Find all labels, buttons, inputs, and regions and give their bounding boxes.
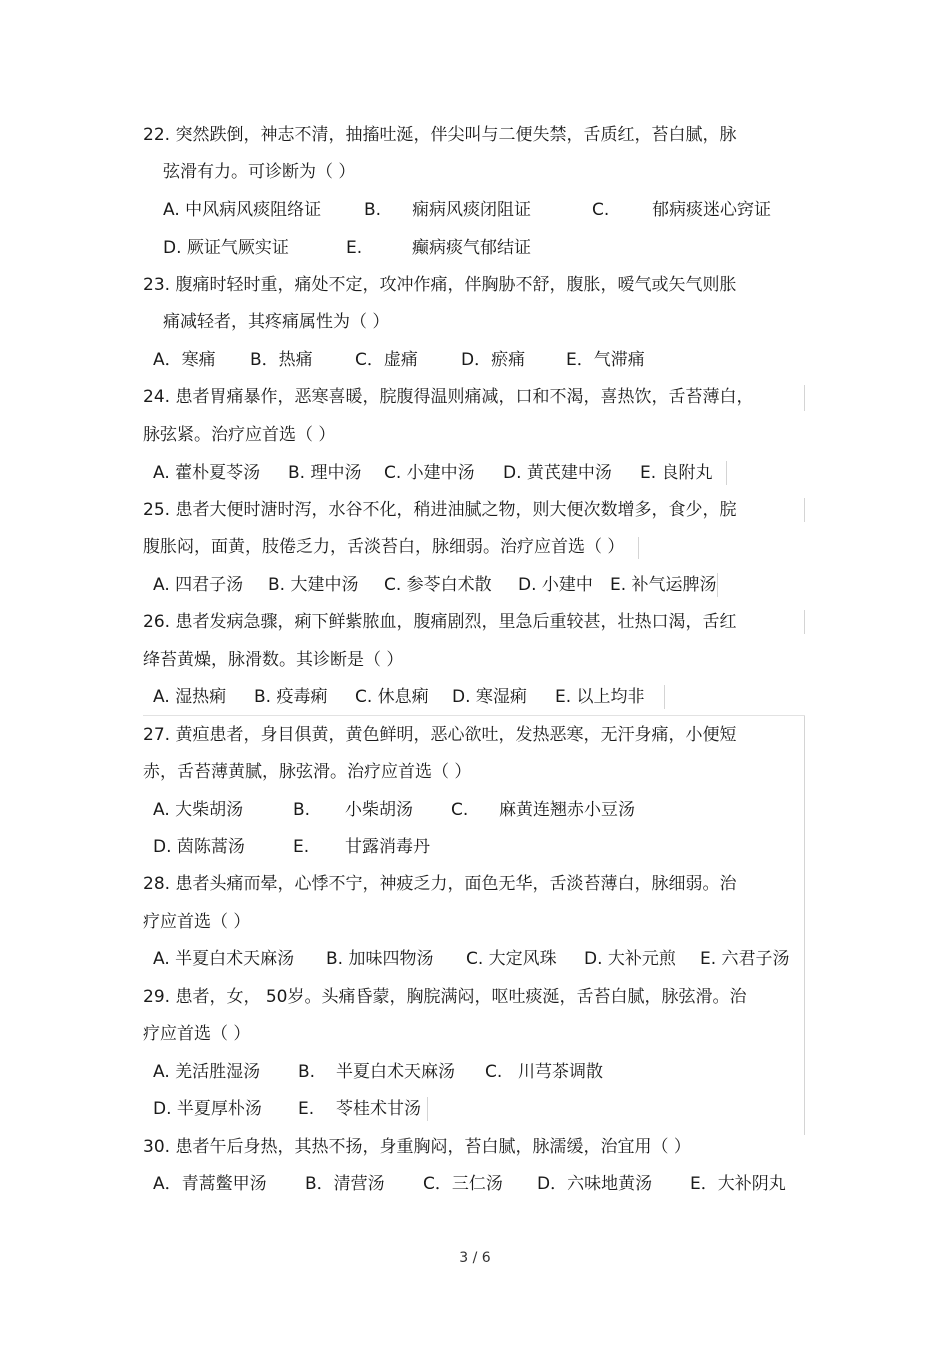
option-29-b-letter[interactable]: B. <box>298 1062 316 1082</box>
option-27-b-letter[interactable]: B. <box>293 800 311 820</box>
option-23-e[interactable]: E．气滞痛 <box>566 350 645 370</box>
question-23-line-2: 痛减轻者，其疼痛属性为（ ） <box>163 312 390 332</box>
option-27-e[interactable]: 甘露消毒丹 <box>345 837 430 857</box>
question-26-line-1: 26. 患者发病急骤，痢下鲜紫脓血，腹痛剧烈，里急后重较甚，壮热口渴，舌红 <box>143 612 737 632</box>
option-25-a[interactable]: A. 四君子汤 <box>153 575 244 595</box>
option-24-d[interactable]: D. 黄芪建中汤 <box>503 463 612 483</box>
question-26-line-2: 绛苔黄燥，脉滑数。其诊断是（ ） <box>143 650 404 670</box>
option-22-c[interactable]: 郁病痰迷心窍证 <box>652 200 771 220</box>
option-22-d[interactable]: D. 厥证气厥实证 <box>163 238 289 258</box>
option-28-e[interactable]: E. 六君子汤 <box>700 949 790 969</box>
question-22-line-2: 弦滑有力。可诊断为（ ） <box>163 162 356 182</box>
question-24-line-2: 脉弦紧。治疗应首选（ ） <box>143 425 336 445</box>
scan-rule <box>638 537 639 559</box>
option-22-a[interactable]: A. 中风病风痰阻络证 <box>163 200 322 220</box>
option-29-a[interactable]: A. 羌活胜湿汤 <box>153 1062 261 1082</box>
option-30-c[interactable]: C．三仁汤 <box>423 1174 503 1194</box>
option-25-b[interactable]: B. 大建中汤 <box>268 575 359 595</box>
option-22-e-letter[interactable]: E. <box>346 238 363 258</box>
scan-rule <box>804 385 805 411</box>
option-22-b[interactable]: 痫病风痰闭阻证 <box>412 200 531 220</box>
option-28-c[interactable]: C. 大定风珠 <box>466 949 557 969</box>
scan-rule <box>804 498 805 522</box>
option-25-d[interactable]: D. 小建中 <box>518 575 593 595</box>
question-27-line-1: 27. 黄疸患者，身目俱黄，黄色鲜明，恶心欲吐，发热恶寒，无汗身痛，小便短 <box>143 725 737 745</box>
option-29-c-letter[interactable]: C. <box>485 1062 503 1082</box>
option-29-b[interactable]: 半夏白术天麻汤 <box>336 1062 455 1082</box>
option-27-d[interactable]: D. 茵陈蒿汤 <box>153 837 245 857</box>
option-23-a[interactable]: A．寒痛 <box>153 350 216 370</box>
scan-rule <box>726 461 727 485</box>
option-27-b[interactable]: 小柴胡汤 <box>345 800 413 820</box>
option-27-c-letter[interactable]: C. <box>451 800 469 820</box>
option-26-e[interactable]: E. 以上均非 <box>555 687 645 707</box>
question-25-line-1: 25. 患者大便时溏时泻，水谷不化，稍进油腻之物，则大便次数增多，食少，脘 <box>143 500 737 520</box>
option-24-b[interactable]: B. 理中汤 <box>288 463 362 483</box>
option-26-b[interactable]: B. 疫毒痢 <box>254 687 328 707</box>
option-26-c[interactable]: C. 休息痢 <box>355 687 429 707</box>
option-29-d[interactable]: D. 半夏厚朴汤 <box>153 1099 262 1119</box>
option-26-a[interactable]: A. 湿热痢 <box>153 687 227 707</box>
option-27-a[interactable]: A. 大柴胡汤 <box>153 800 244 820</box>
option-25-e[interactable]: E. 补气运脾汤 <box>610 575 717 595</box>
option-30-e[interactable]: E．大补阴丸 <box>690 1174 786 1194</box>
option-23-b[interactable]: B．热痛 <box>250 350 313 370</box>
scan-rule <box>664 685 665 709</box>
option-24-a[interactable]: A. 藿朴夏苓汤 <box>153 463 261 483</box>
option-28-a[interactable]: A. 半夏白术天麻汤 <box>153 949 295 969</box>
question-25-line-2: 腹胀闷，面黄，肢倦乏力，舌淡苔白，脉细弱。治疗应首选（ ） <box>143 537 625 557</box>
page-number: 3 / 6 <box>459 1250 491 1266</box>
question-30-line-1: 30. 患者午后身热，其热不扬，身重胸闷，苔白腻，脉濡缓，治宜用（ ） <box>143 1137 691 1157</box>
option-28-b[interactable]: B. 加味四物汤 <box>326 949 434 969</box>
option-27-c[interactable]: 麻黄连翘赤小豆汤 <box>499 800 635 820</box>
question-29-line-2: 疗应首选（ ） <box>143 1024 251 1044</box>
option-29-e-letter[interactable]: E. <box>298 1099 315 1119</box>
option-30-a[interactable]: A．青蒿鳖甲汤 <box>153 1174 267 1194</box>
scan-rule <box>143 715 805 716</box>
scan-rule <box>427 1097 428 1121</box>
scan-rule <box>804 715 805 1135</box>
scan-rule <box>804 610 805 634</box>
option-29-c[interactable]: 川芎茶调散 <box>518 1062 603 1082</box>
question-24-line-1: 24. 患者胃痛暴作，恶寒喜暖，脘腹得温则痛减，口和不渴，喜热饮，舌苔薄白， <box>143 387 754 407</box>
question-28-line-1: 28. 患者头痛而晕，心悸不宁，神疲乏力，面色无华，舌淡苔薄白，脉细弱。治 <box>143 874 737 894</box>
option-22-e[interactable]: 癫病痰气郁结证 <box>412 238 531 258</box>
option-29-e[interactable]: 苓桂术甘汤 <box>336 1099 421 1119</box>
option-25-c[interactable]: C. 参苓白术散 <box>384 575 492 595</box>
option-30-d[interactable]: D．六味地黄汤 <box>537 1174 653 1194</box>
scan-rule <box>717 573 718 597</box>
option-22-c-letter[interactable]: C. <box>592 200 610 220</box>
option-24-e[interactable]: E. 良附丸 <box>640 463 713 483</box>
question-27-line-2: 赤，舌苔薄黄腻，脉弦滑。治疗应首选（ ） <box>143 762 472 782</box>
question-22-line-1: 22. 突然跌倒，神志不清，抽搐吐涎，伴尖叫与二便失禁，舌质红，苔白腻，脉 <box>143 125 737 145</box>
option-30-b[interactable]: B．清营汤 <box>305 1174 385 1194</box>
option-23-c[interactable]: C．虚痛 <box>355 350 418 370</box>
option-22-b-letter[interactable]: B. <box>364 200 382 220</box>
option-26-d[interactable]: D. 寒湿痢 <box>452 687 527 707</box>
question-28-line-2: 疗应首选（ ） <box>143 912 251 932</box>
option-28-d[interactable]: D. 大补元煎 <box>584 949 676 969</box>
option-27-e-letter[interactable]: E. <box>293 837 310 857</box>
option-24-c[interactable]: C. 小建中汤 <box>384 463 475 483</box>
question-23-line-1: 23. 腹痛时轻时重，痛处不定，攻冲作痛，伴胸胁不舒，腹胀，嗳气或矢气则胀 <box>143 275 737 295</box>
question-29-line-1: 29. 患者，女， 50岁。头痛昏蒙，胸脘满闷，呕吐痰涎，舌苔白腻，脉弦滑。治 <box>143 987 747 1007</box>
option-23-d[interactable]: D．瘀痛 <box>461 350 526 370</box>
